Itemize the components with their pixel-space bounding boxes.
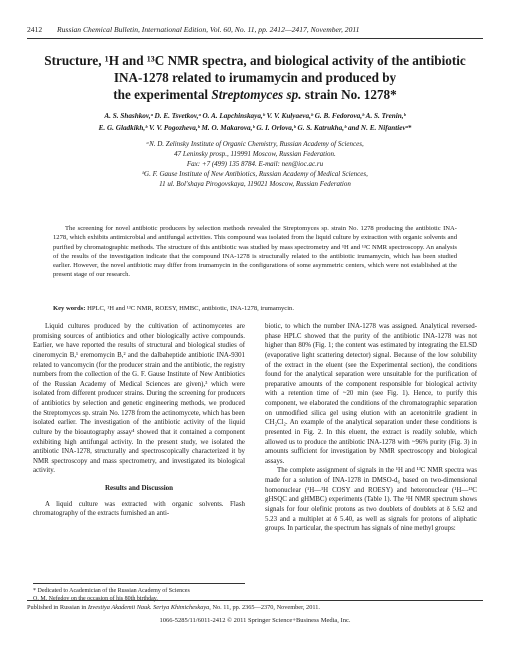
pub-note-journal: Izvestiya Akademii Nauk. Seriya Khimicheskaya, [87,604,211,611]
affiliation-b-line-2: 11 ul. Bol'shaya Pirogovskaya, 119021 Moscow, Russian Federation [159,180,351,189]
affiliation-a-line-3: Fax: +7 (499) 135 8784. E-mail: nen@ioc.ac.ru [186,160,324,169]
pub-note-suffix: No. 11, pp. 2365—2370, November, 2011. [210,604,320,611]
nmr-paragraph: The complete assignment of signals in the ¹H and ¹³C NMR spectra was made for a solution of INA-1278 in DMSO-d₆ based on two-dimensional homonuclear (¹H—¹H COSY and ROESY) and heteronuclear (¹H—¹³C gHSQC and gHMBC) experiments (Table 1). The ¹H NMR spectrum shows signals for four olefinic protons as two doublets of doublets at δ 5.62 and 5.23 and a multiplet at δ 5.40, as well as signals for protons of aliphatic groups. In particular, the spectrum has signals of nine methyl groups: [265,467,477,533]
pub-note-prefix: Published in Russian in [27,604,88,611]
authors-line-1: A. S. Shashkov,ᵃ D. E. Tsvetkov,ᵃ O. A. Lapchinskaya,ᵇ V. V. Kulyaeva,ᵇ G. B. Fedorova,ᵇ A. S. Trenin,ᵇ [104,112,406,120]
title-line-2: INA-1278 related to irumamycin and produced by [113,70,397,85]
abstract: The screening for novel antibiotic producers by selection methods revealed the Streptomyces sp. strain No. 1278 producing the antibiotic INA-1278, which exhibits antimicrobial and antifungal activities. This compound was isolated from the liquid culture by extraction with organic solvents and purified by chromatographic methods. The structure of this antibiotic was studied by mass spectrometry and ¹H and ¹³C NMR spectroscopy. An analysis of the results of the investigation indicate that the compound INA-1278 is structurally related to the antibiotic irumamycin, which has been studied earlier. However, the novel antibiotic may differ from irumamycin in the configurations of some asymmetric centers, which were not established at the present stage of our research. [53,225,457,279]
footnote-line-2: O. M. Nefedov on the occasion of his 80th birthday. [33,596,158,602]
title-line-3-post: strain No. 1278* [301,87,397,102]
right-column [265,322,477,534]
bottom-rule [27,600,483,601]
page-number: 2412 [27,25,43,34]
footnote-line-1: * Dedicated to Academician of the Russian Academy of Sciences [33,588,190,594]
copyright-line: 1066-5285/11/6011-2412 © 2011 Springer Science+Business Media, Inc. [159,617,351,624]
intro-paragraph: Liquid cultures produced by the cultivation of actinomycetes are promising sources of antibiotics and other biologically active compounds. Earlier, we have reported the results of structural and biological studies of cineromycin B,¹ eremomycin B,² and the dalbaheptide antibiotic INA-9301 related to vancomycin (for the producer strain and the antibiotic, the registry numbers from the collection of the G. F. Gause Institute of New Antibiotics of the Russian Academy of Medical Sciences are given),³ which were isolated from different producer strains. During the screening for producers of antibiotics by selection and genetic engineering methods, we produced the Streptomyces sp. strain No. 1278 from the actinomycete, which has been isolated earlier. The investigation of the antibiotic activity of the liquid culture by the bioautography assay⁴ showed that it contained a component exhibiting high antifungal activity. In the present study, we isolated the antibiotic INA-1278, structurally and spectroscopically characterized it by NMR spectroscopy and mass spectrometry, and investigated its biological activity. [33,323,245,475]
running-head [27,24,483,39]
section-heading: Results and Discussion [104,484,174,492]
authors-line-2: E. G. Gladkikh,ᵇ V. V. Pogozheva,ᵇ M. O. Makarova,ᵇ G. I. Orlova,ᵇ G. S. Katrukha,ᵇ and N. E. Nifantievᵃ* [98,124,412,132]
left-column [33,322,245,519]
title-line-3-pre: the experimental [113,87,212,102]
article-title [40,52,470,103]
results-paragraph: A liquid culture was extracted with organic solvents. Flash chromatography of the extracts furnished an anti- [33,500,245,518]
affiliation-a-line-2: 47 Leninsky prosp., 119991 Moscow, Russian Federation. [174,150,336,159]
publication-note [27,604,483,612]
title-line-1: Structure, ¹H and ¹³C NMR spectra, and biological activity of the antibiotic [44,53,466,68]
affiliation-b-line-1: ᵇG. F. Gause Institute of New Antibiotics, Russian Academy of Medical Sciences, [142,170,368,179]
keywords-text: HPLC, ¹H and ¹³C NMR, ROESY, HMBC, antibiotic, INA-1278, irumamycin. [85,305,294,312]
affiliation-a-line-1: ᵃN. D. Zelinsky Institute of Organic Chemistry, Russian Academy of Sciences, [146,140,364,148]
hplc-paragraph: biotic, to which the number INA-1278 was assigned. Analytical reversed-phase HPLC showed that the purity of the antibiotic INA-1278 was not higher than 80% (Fig. 1; the content was estimated by integrating the ELSD (evaporative light scattering detector) signal. Because of the low solubility of the extract in the eluent (see the Experimental section), the conditions found for the analytical separation were unsuitable for the purification of preparative amounts of the component responsible for biological activity with a retention time of ~20 min (see Fig. 1). Hence, to purify this component, we elaborated the conditions of the chromatographic separation on unmodified silica gel using elution with an acetonitrile gradient in CH₂Cl₂. An example of the analytical separation under these conditions is presented in Fig. 2. In this eluent, the extract is readily soluble, which allowed us to produce the antibiotic INA-1278 with ~96% purity (Fig. 3) in amounts sufficient for investigation by NMR spectroscopy and biological assays. [265,323,477,465]
keywords [53,304,457,313]
keywords-label: Key words: [53,305,86,312]
journal-citation: Russian Chemical Bulletin, International Edition, Vol. 60, No. 11, pp. 2412—2417, November, 2011 [57,25,360,34]
title-species: Streptomyces sp. [211,87,302,102]
affiliations [60,139,450,189]
author-list [40,110,470,134]
title-line-3 [40,86,470,103]
